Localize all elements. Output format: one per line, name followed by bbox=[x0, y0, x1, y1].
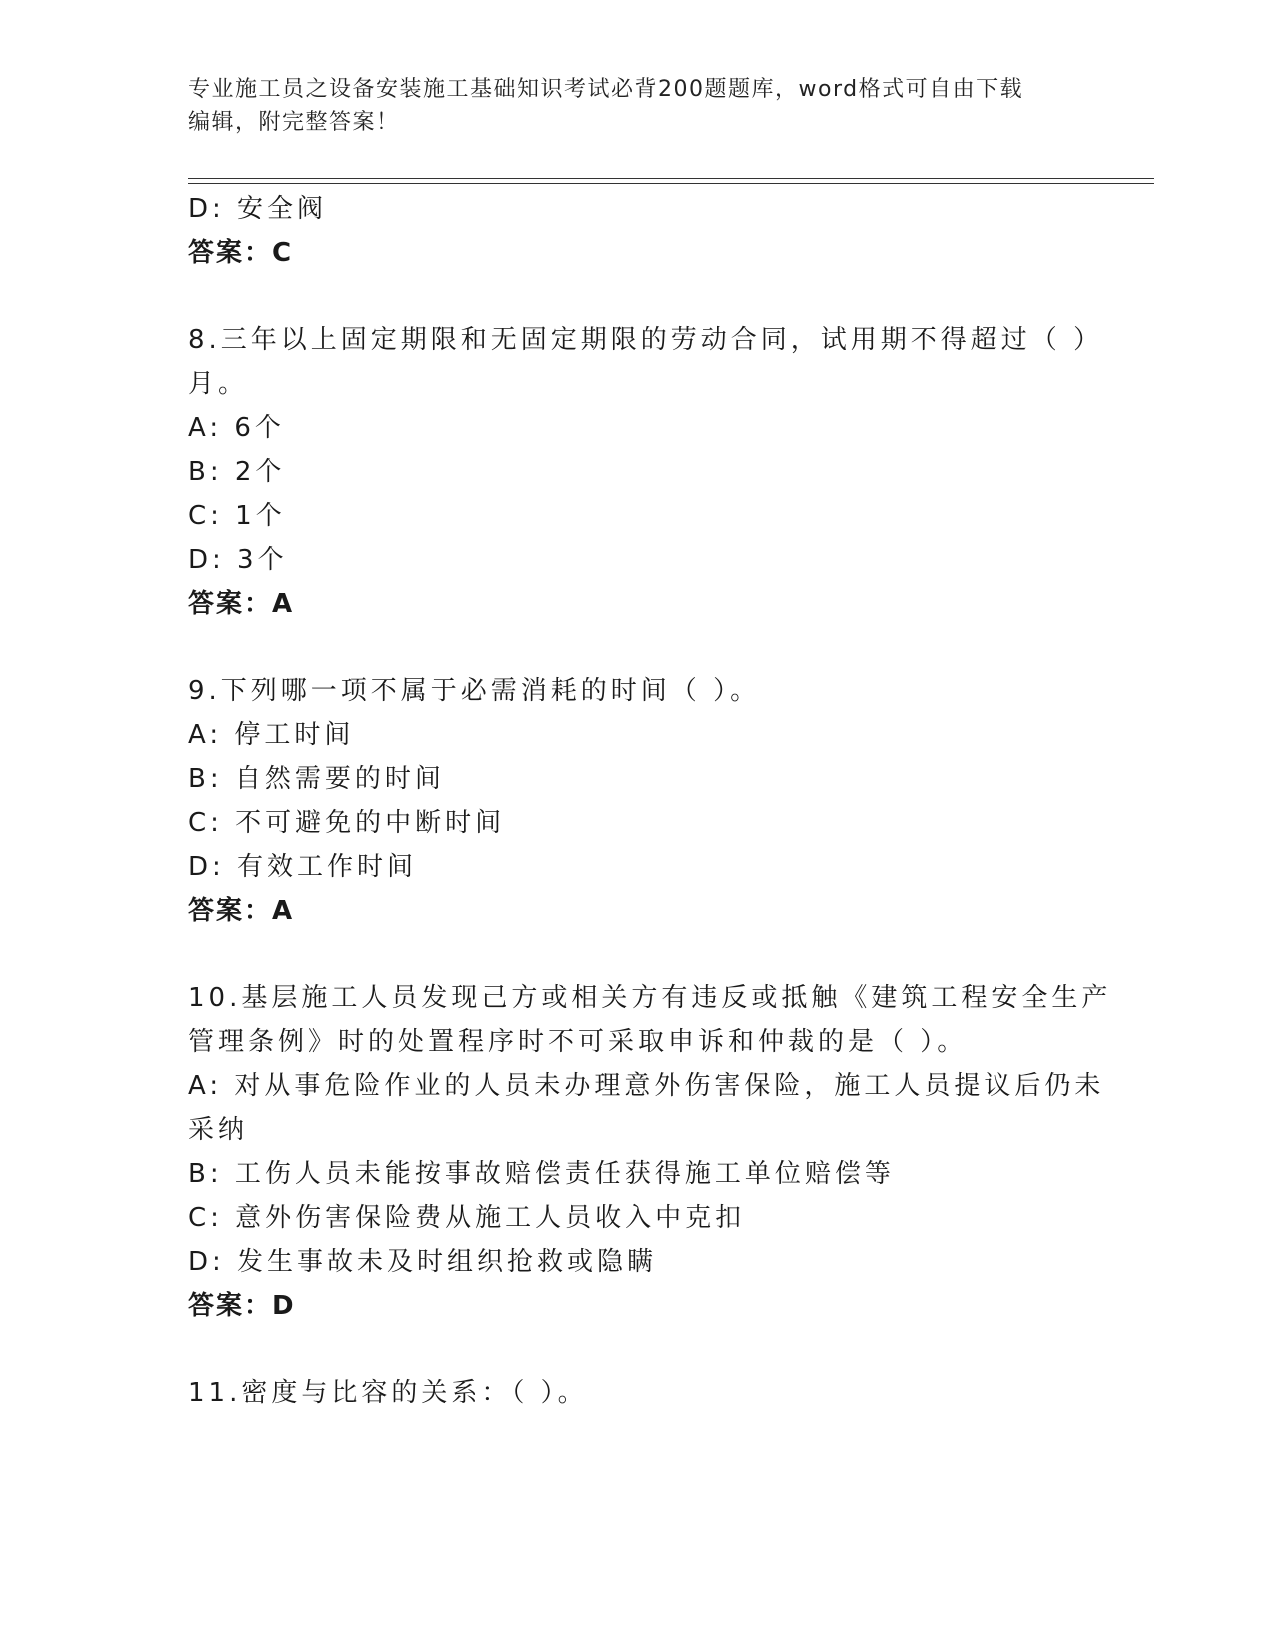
question-10-option-a-line-1: A: 对从事危险作业的人员未办理意外伤害保险，施工人员提议后仍未 bbox=[188, 1071, 1105, 1101]
question-8-option-d: D: 3个 bbox=[188, 545, 288, 575]
question-9-option-b: B: 自然需要的时间 bbox=[188, 764, 445, 794]
question-10-option-a-line-2: 采纳 bbox=[188, 1115, 249, 1145]
header-divider-top bbox=[188, 178, 1154, 179]
header-title-line-2: 编辑，附完整答案！ bbox=[188, 110, 400, 135]
question-8-answer: 答案：A bbox=[188, 589, 295, 619]
prev-question-option-d: D: 安全阀 bbox=[188, 194, 328, 224]
question-11-stem: 11.密度与比容的关系：（ ）。 bbox=[188, 1378, 588, 1408]
question-8-option-b: B: 2个 bbox=[188, 457, 286, 487]
question-9-answer: 答案：A bbox=[188, 896, 295, 926]
question-10-option-c: C: 意外伤害保险费从施工人员收入中克扣 bbox=[188, 1203, 746, 1233]
header-title-line-1: 专业施工员之设备安装施工基础知识考试必背200题题库，word格式可自由下载 bbox=[188, 77, 1024, 102]
question-8-stem-line-2: 月。 bbox=[188, 369, 249, 399]
question-10-stem-line-1: 10.基层施工人员发现己方或相关方有违反或抵触《建筑工程安全生产 bbox=[188, 983, 1112, 1013]
question-10-stem-line-2: 管理条例》时的处置程序时不可采取申诉和仲裁的是（ ）。 bbox=[188, 1027, 968, 1057]
question-10-option-d: D: 发生事故未及时组织抢救或隐瞒 bbox=[188, 1247, 658, 1277]
header-divider-bottom bbox=[188, 183, 1154, 184]
question-8-option-a: A: 6个 bbox=[188, 413, 285, 443]
question-9-stem: 9.下列哪一项不属于必需消耗的时间（ ）。 bbox=[188, 676, 761, 706]
question-9-option-d: D: 有效工作时间 bbox=[188, 852, 418, 882]
question-8-option-c: C: 1个 bbox=[188, 501, 286, 531]
question-10-option-b: B: 工伤人员未能按事故赔偿责任获得施工单位赔偿等 bbox=[188, 1159, 895, 1189]
question-9-option-a: A: 停工时间 bbox=[188, 720, 355, 750]
question-10-answer: 答案：D bbox=[188, 1291, 296, 1321]
question-8-stem-line-1: 8.三年以上固定期限和无固定期限的劳动合同，试用期不得超过（ ） bbox=[188, 325, 1104, 355]
document-header bbox=[188, 73, 1078, 139]
prev-question-answer: 答案：C bbox=[188, 238, 294, 268]
question-9-option-c: C: 不可避免的中断时间 bbox=[188, 808, 506, 838]
